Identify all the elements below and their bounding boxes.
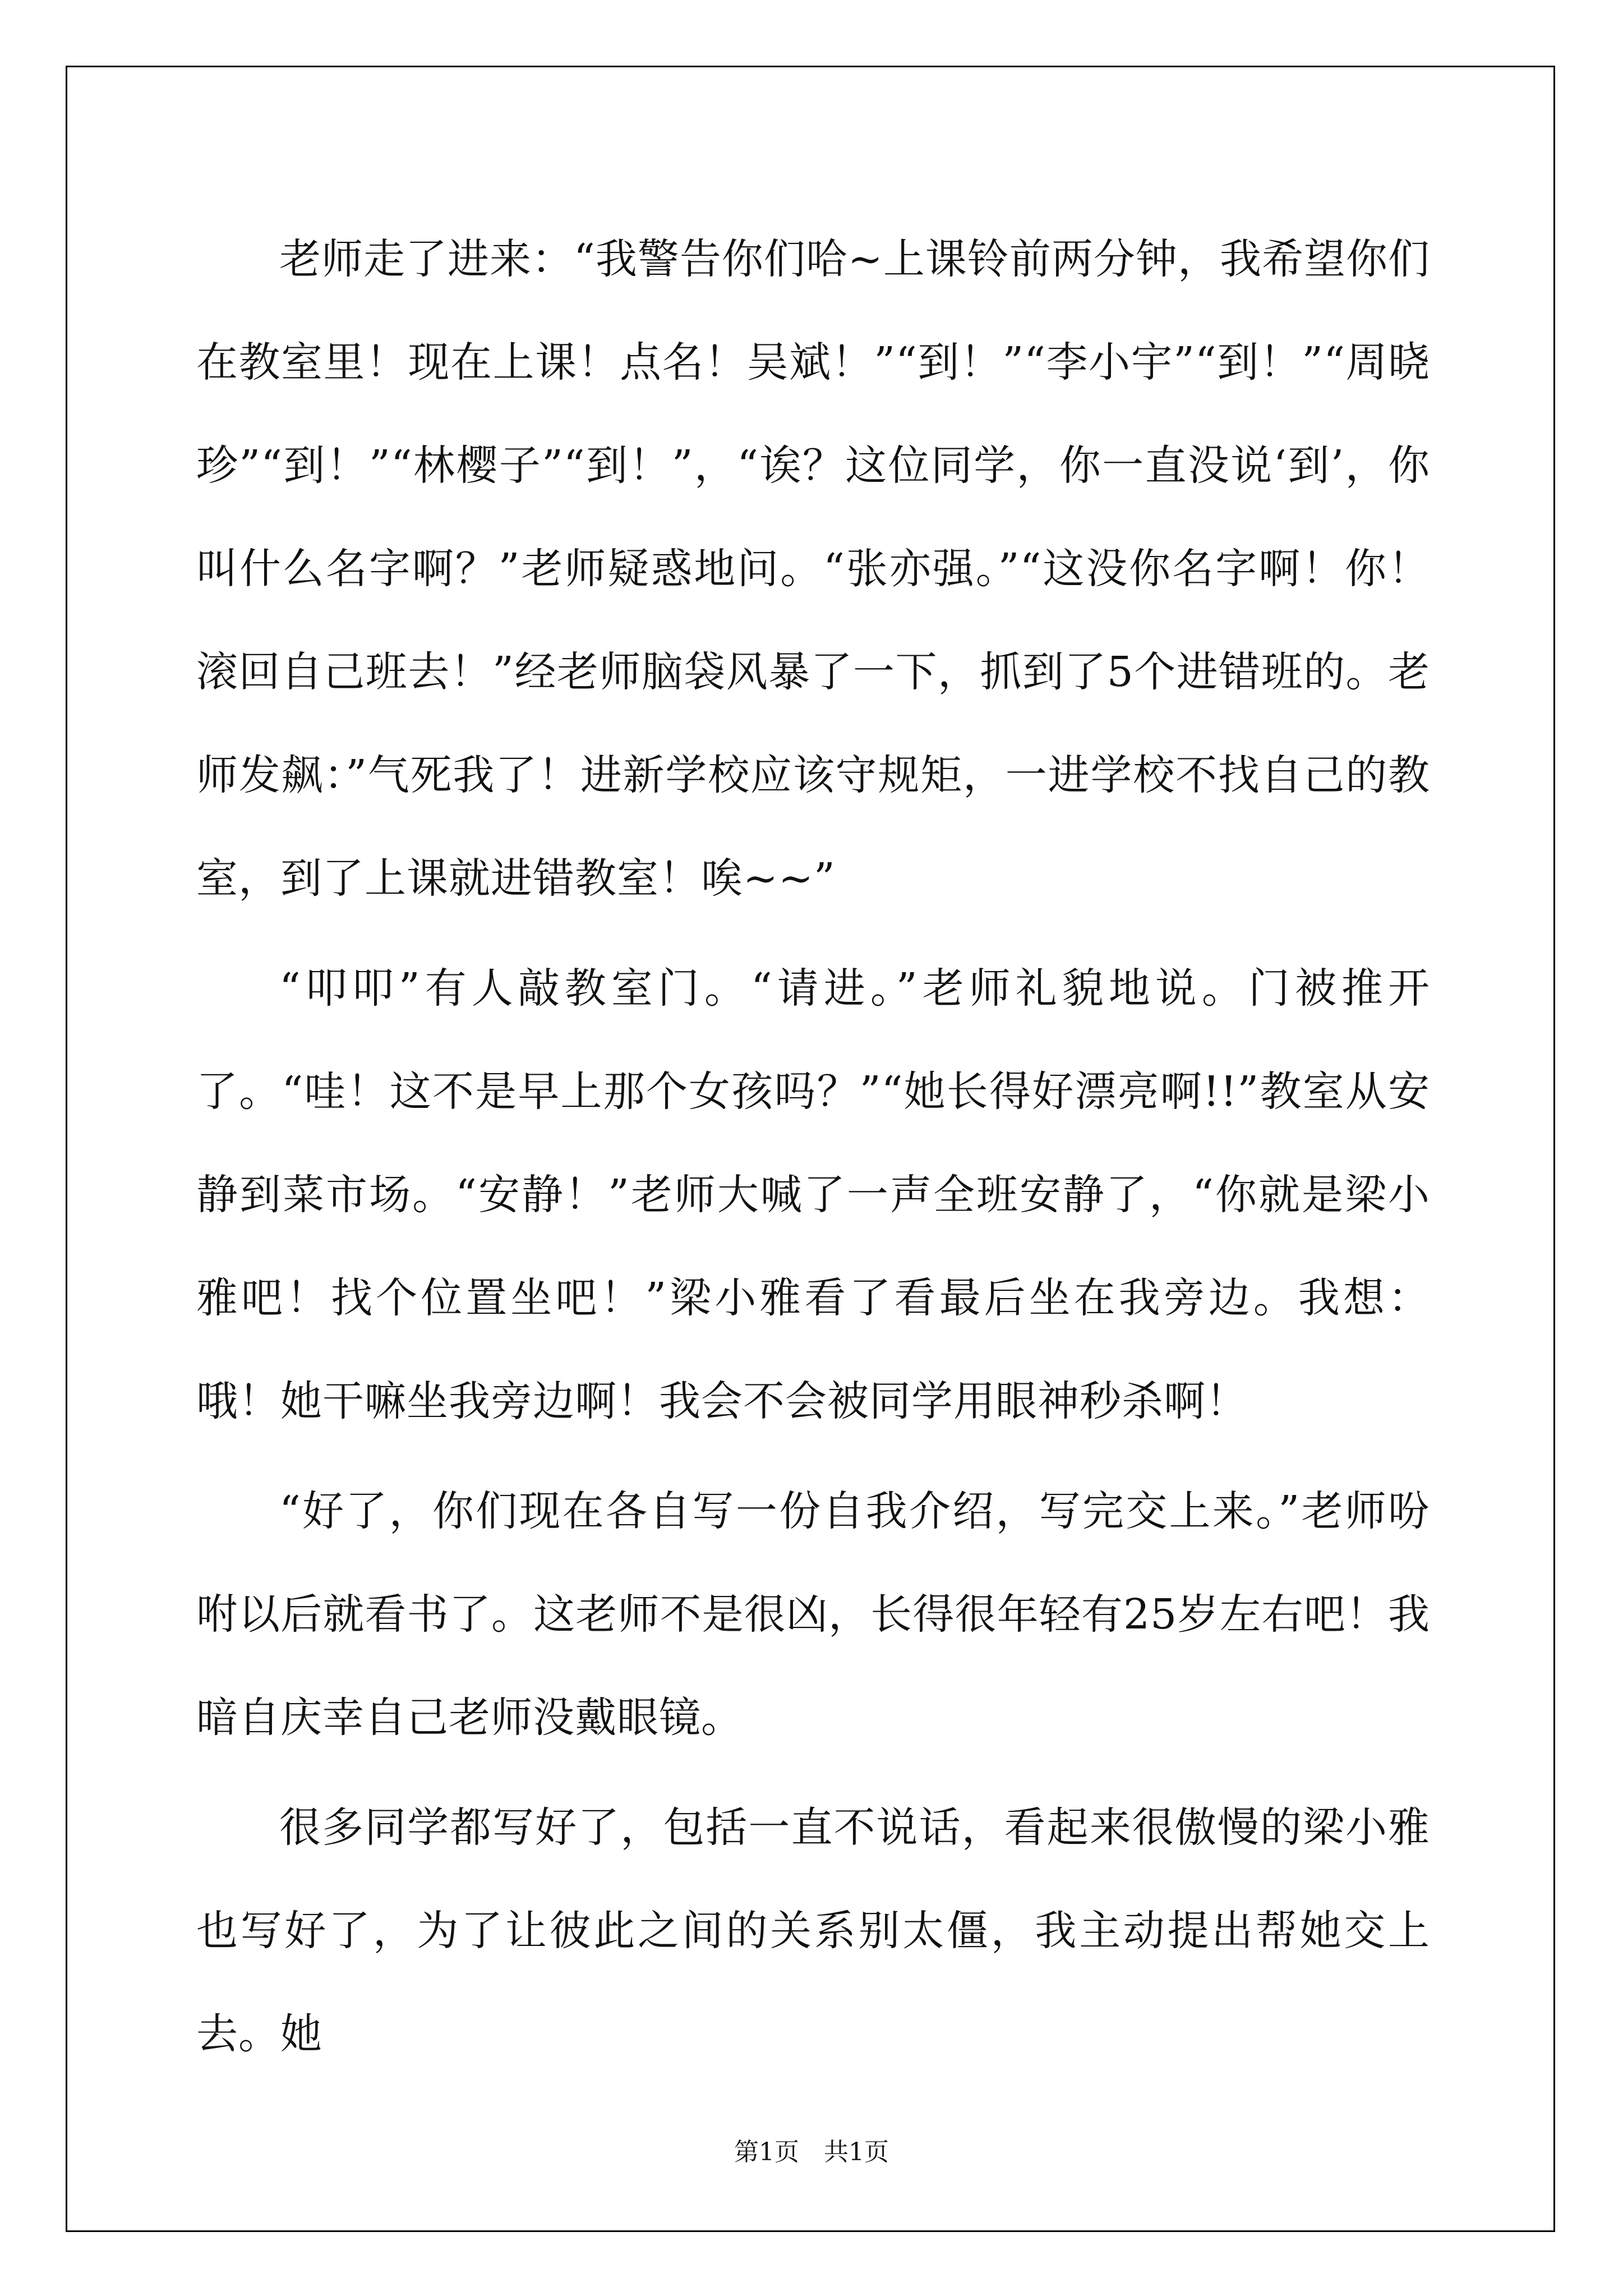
- document-body: [196, 208, 1430, 2086]
- paragraph-3: “好了，你们现在各自写一份自我介绍，写完交上来。”老师吩咐以后就看书了。这老师不是很凶，长得很年轻有25岁左右吧！我暗自庆幸自己老师没戴眼镜。: [196, 1487, 1430, 1742]
- paragraph-4: 很多同学都写好了，包括一直不说话，看起来很傲慢的梁小雅也写好了，为了让彼此之间的关系别太僵，我主动提出帮她交上去。她: [196, 1803, 1430, 2058]
- paragraph-1: 老师走了进来：“我警告你们哈~上课铃前两分钟，我希望你们在教室里！现在上课！点名！吴斌！”“到！”“李小宇”“到！”“周晓珍”“到！”“林樱子”“到！”，“诶？这位同学，你一直没说‘到’，你叫什么名字啊？”老师疑惑地问。“张亦强。”“这没你名字啊！你！滚回自己班去！”经老师脑袋风暴了一下，抓到了5个进错班的。老师发飙：”气死我了！进新学校应该守规矩，一进学校不找自己的教室，到了上课就进错教室！唉~~”: [196, 235, 1430, 903]
- page-footer: 第1页 共1页: [734, 2138, 889, 2166]
- paragraph-2: “叩叩”有人敲教室门。“请进。”老师礼貌地说。门被推开了。“哇！这不是早上那个女孩吗？”“她长得好漂亮啊!!”教室从安静到菜市场。“安静！”老师大喊了一声全班安静了，“你就是梁小雅吧！找个位置坐吧！”梁小雅看了看最后坐在我旁边。我想：哦！她干嘛坐我旁边啊！我会不会被同学用眼神秒杀啊！: [196, 964, 1430, 1425]
